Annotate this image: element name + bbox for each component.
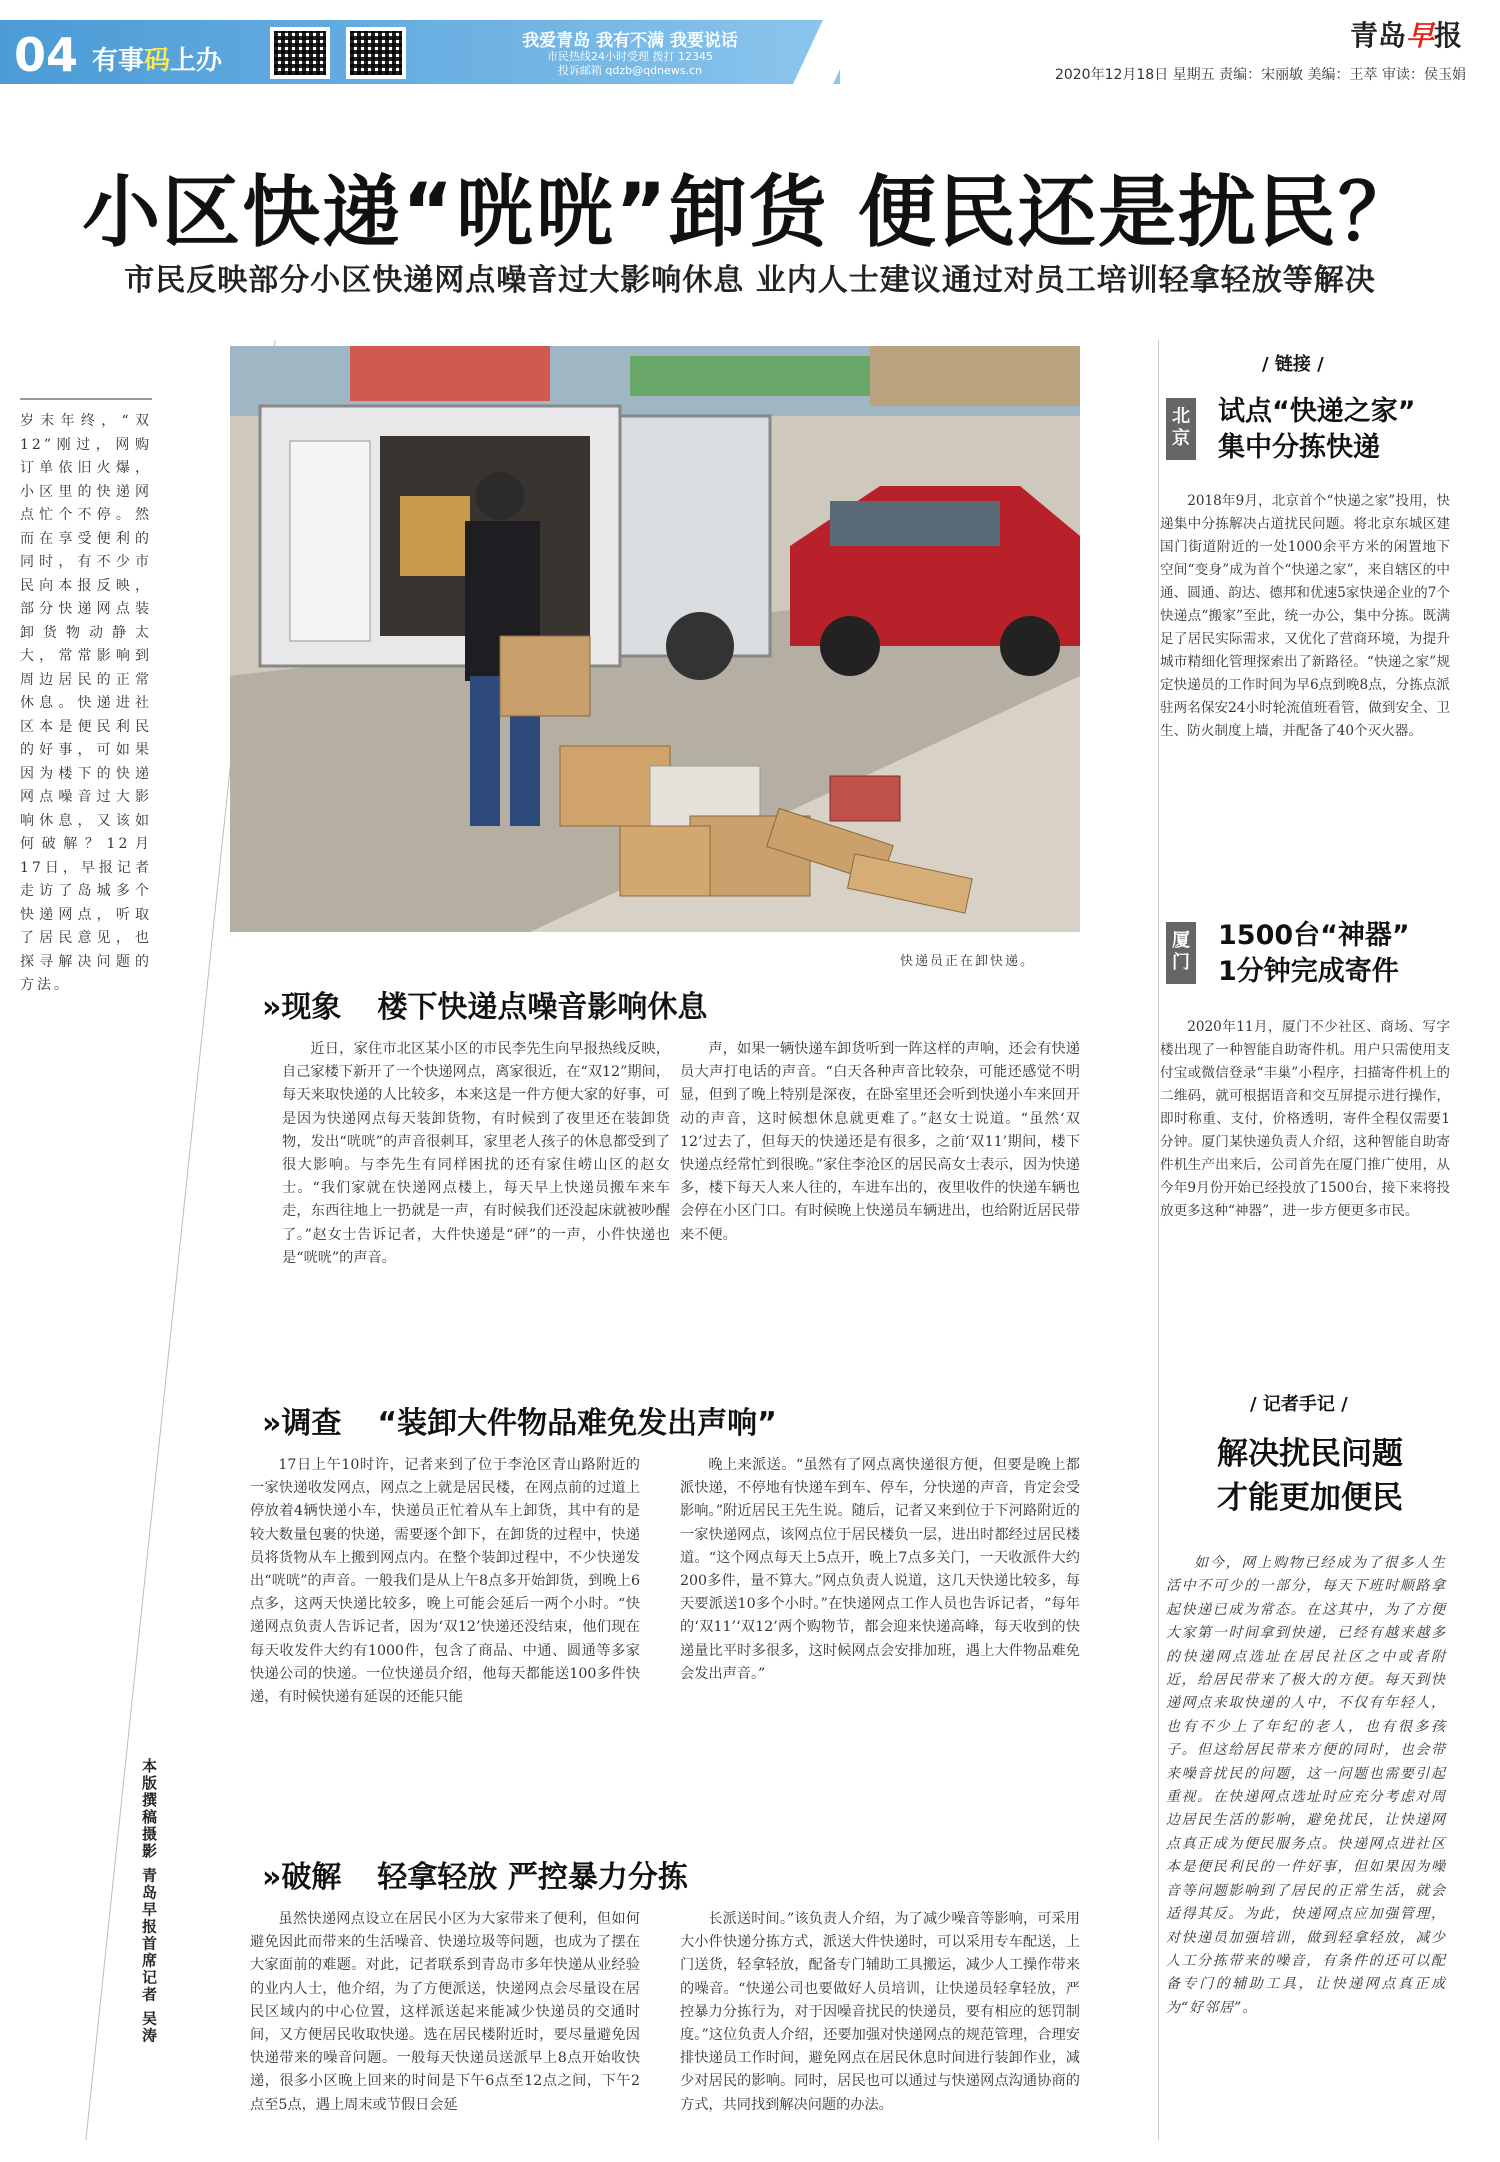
section-column: 晚上来派送。“虽然有了网点离快递很方便，但要是晚上都派快递，不停地有快递车到车、停车，分快递的声音，肯定会受影响。”附近居民王先生说。随后，记者又来到位于下河路附近的一家快递网点，该网点位于居民楼负一层，进出时都经过居民楼道。“这个网点每天上5点开，晚上7点多关门，一天收派件大约200多件，量不算大。”网点负责人说道，这几天快递比较多，每天要派送10多个小时。”在快递网点工作人员也告诉记者，“每年的‘双11’‘双12’两个购物节，都会迎来快递高峰，每天收到的快递量比平时多很多，这时候网点会安排加班，遇上大件物品难免会发出声音。”: [680, 1457, 1080, 1682]
section-title: 楼下快递点噪音影响休息: [377, 990, 708, 1025]
section-heading: [262, 1398, 777, 1442]
masthead-highlight: 早: [1405, 19, 1434, 52]
qr-code-icon[interactable]: [270, 27, 330, 79]
reporter-note-label: / 记者手记 /: [1250, 1394, 1348, 1415]
section-column: 虽然快递网点设立在居民小区为大家带来了便利，但如何避免因此而带来的生活噪音、快递垃圾等问题，也成为了摆在大家面前的难题。对此，记者联系到青岛市多年快递从业经验的业内人士，他介绍，为了方便派送，快递网点会尽量设在居民区域内的中心位置，这样派送起来能减少快递员的交通时间，又方便居民收取快递。选在居民楼附近时，要尽量避免因快递带来的噪音问题。一般每天快递员送派早上8点开始收快递，很多小区晚上回来的时间是下午6点至12点之间，下午2点至5点，遇上周末或节假日会延: [250, 1911, 640, 2113]
sidebar-body: 2018年9月，北京首个“快递之家”投用，快递集中分拣解决占道扰民问题。将北京东城区建国门街道附近的一处1000余平方米的闲置地下空间“变身”成为首个“快递之家”，来自辖区的中通、圆通、韵达、德邦和优速5家快递企业的7个快递点“搬家”至此，统一办公，集中分拣。既满足了居民实际需求，又优化了营商环境，为提升城市精细化管理探索出了新路径。“快递之家”规定快递员的工作时间为早6点到晚8点，分拣点派驻两名保安24小时轮流值班看管，做到安全、卫生、防火制度上墙，并配备了40个灭火器。: [1160, 493, 1450, 739]
sidebar-title-line: 试点“快递之家”: [1218, 396, 1416, 427]
qr-code-icon[interactable]: [346, 27, 406, 79]
reporter-note-body: 如今，网上购物已经成为了很多人生活中不可少的一部分，每天下班时顺路拿起快递已成为常态。在这其中，为了方便大家第一时间拿到快递，已经有越来越多的快递网点选址在居民社区之中或者附近，给居民带来了极大的方便。每天到快递网点来取快递的人中，不仅有年轻人，也有不少上了年纪的老人，也有很多孩子。但这给居民带来方便的同时，也会带来噪音扰民的问题，这一问题也需要引起重视。在快递网点选址时应充分考虑对周边居民生活的影响，避免扰民，让快递网点真正成为便民服务点。快递网点进社区本是便民利民的一件好事，但如果因为噪音等问题影响到了居民的正常生活，就会适得其反。为此，快递网点应加强管理，对快递员加强培训，做到轻拿轻放，减少人工分拣带来的噪音，有条件的还可以配备专门的辅助工具，让快递网点真正成为“好邻居”。: [1166, 1555, 1446, 2016]
hotline-info: [440, 50, 820, 78]
intro-column: 岁末年终，“双12”刚过，网购订单依旧火爆，小区里的快递网点忙个不停。然而在享受便利的同时，有不少市民向本报反映，部分快递网点装卸货物动静太大，常常影响到周边居民的正常休息。快递进社区本是便民利民的好事，可如果因为楼下的快递网点噪音过大影响休息，又该如何破解？12月17日，早报记者走访了岛城多个快递网点，听取了居民意见，也探寻解决问题的方法。: [20, 413, 152, 993]
section-tag: 现象: [281, 990, 342, 1025]
section-column: 近日，家住市北区某小区的市民李先生向早报热线反映，自己家楼下新开了一个快递网点，离家很近，在“双12”期间，每天来取快递的人比较多，本来这是一件方便大家的好事，可是因为快递网点每天装卸货物，有时候到了夜里还在装卸货物，发出“咣咣”的声音很刺耳，家里老人孩子的休息都受到了很大影响。与李先生有同样困扰的还有家住崂山区的赵女士。“我们家就在快递网点楼上，每天早上快递员搬车来车走，东西往地上一扔就是一声，有时候我们还没起床就被吵醒了。”赵女士告诉记者，大件快递是“砰”的一声，小件快递也是“咣咣”的声音。: [282, 1041, 670, 1266]
main-headline: 小区快递“咣咣”卸货 便民还是扰民？: [82, 168, 1418, 258]
link-label: / 链接 /: [1262, 354, 1324, 375]
hotline-slogan: 我爱青岛 我有不满 我要说话: [522, 31, 738, 51]
masthead-part: 青岛: [1349, 19, 1406, 52]
section-title: 轻拿轻放 严控暴力分拣: [377, 1860, 688, 1895]
sub-headline: 市民反映部分小区快递网点噪音过大影响休息 业内人士建议通过对员工培训轻拿轻放等解决: [124, 263, 1376, 298]
sidebar-title-line: 集中分拣快递: [1218, 432, 1380, 463]
sidebar-title: [1218, 918, 1410, 990]
section-heading: [262, 1852, 688, 1896]
newspaper-masthead: [1350, 14, 1462, 54]
section-title: “装卸大件物品难免发出声响”: [377, 1406, 777, 1441]
sidebar-title-line: 1500台“神器”: [1218, 920, 1410, 951]
page-header: [0, 0, 1500, 96]
section-column: 17日上午10时许，记者来到了位于李沧区青山路附近的一家快递收发网点，网点之上就是居民楼，在网点前的过道上停放着4辆快递小车，快递员正忙着从车上卸货，其中有的是较大数量包裹的快递，需要逐个卸下，在卸货的过程中，快递员将货物从车上搬到网点内。在整个装卸过程中，不少快递发出“咣咣”的声音。一般我们是从上午8点多开始卸货，到晚上6点多，这两天快递比较多，晚上可能会延后一两个小时。“快递网点负责人告诉记者，因为‘双12’快递还没结束，他们现在每天收发件大约有1000件，包含了商品、中通、圆通等多家快递公司的快递。一位快递员介绍，他每天都能送100多件快递，有时候快递有延误的还能只能: [250, 1457, 640, 1706]
note-title-line: 解决扰民问题: [1217, 1436, 1403, 1472]
sidebar-title-line: 1分钟完成寄件: [1218, 956, 1399, 987]
masthead-part: 报: [1433, 19, 1462, 52]
section-name-part: 上办: [170, 46, 223, 76]
sidebar-body: 2020年11月，厦门不少社区、商场、写字楼出现了一种智能自助寄件机。用户只需使用支付宝或微信登录“丰巢”小程序，扫描寄件机上的二维码，就可根据语音和交互屏提示进行操作，即时称重、支付，价格透明，寄件全程仅需要1分钟。厦门某快递负责人介绍，这种智能自助寄件机生产出来后，公司首先在厦门推广使用，从今年9月份开始已经投放了1500台，接下来将投放更多这种“神器”，进一步方便更多市民。: [1160, 1019, 1450, 1219]
dateline: 2020年12月18日 星期五 责编：宋丽敏 美编：王萃 审读：侯玉娟: [1054, 67, 1466, 83]
reporter-note-title: [1160, 1432, 1460, 1520]
chevron-right-icon: »: [262, 1406, 282, 1441]
section-tag: 调查: [281, 1406, 342, 1441]
section-heading: [262, 982, 707, 1026]
section-column: 声，如果一辆快递车卸货听到一阵这样的声响，还会有快递员大声打电话的声音。“白天各种声音比较杂，可能还感觉不明显，但到了晚上特别是深夜，在卧室里还会听到快递小车来回开动的声音，这时候想休息就更难了。”赵女士说道。“虽然‘双12’过去了，但每天的快递还是有很多，之前‘双11’期间，楼下快递点经常忙到很晚。”家住李沧区的居民高女士表示，因为快递多，楼下每天人来人往的，车进车出的，夜里收件的快递车辆也会停在小区门口。有时候晚上快递员车辆进出，也给附近居民带来不便。: [680, 1041, 1080, 1243]
section-name-part: 有事: [92, 46, 145, 76]
chevron-right-icon: »: [262, 990, 282, 1025]
city-badge-beijing: 北京: [1166, 398, 1196, 460]
city-badge-xiamen: 厦门: [1166, 922, 1196, 984]
byline-credit: 本版撰稿摄影 青岛早报首席记者 吴涛: [140, 1758, 158, 2045]
hotline-line: 市民热线24小时受理 拨打 12345: [547, 50, 713, 63]
news-photo: [230, 346, 1080, 932]
intro-rule: [20, 398, 152, 400]
hotline-line: 投诉邮箱 qdzb@qdnews.cn: [557, 64, 703, 77]
section-column: 长派送时间。”该负责人介绍，为了减少噪音等影响，可采用大小件快递分拣方式，派送大件快递时，可以采用专车配送，上门送货，轻拿轻放，配备专门辅助工具搬运，减少人工操作带来的噪音。“快递公司也要做好人员培训，让快递员轻拿轻放，严控暴力分拣行为，对于因噪音扰民的快递员，要有相应的惩罚制度。”这位负责人介绍，还要加强对快递网点的规范管理，合理安排快递员工作时间，避免网点在居民休息时间进行装卸作业，减少对居民的影响。同时，居民也可以通过与快递网点沟通协商的方式，共同找到解决问题的办法。: [680, 1911, 1080, 2113]
section-name: [92, 40, 222, 77]
column-divider: [1158, 340, 1159, 2140]
section-tag: 破解: [281, 1860, 342, 1895]
sidebar-title: [1218, 394, 1416, 466]
note-title-line: 才能更加便民: [1217, 1480, 1403, 1516]
page-number: 04: [14, 28, 79, 82]
photo-caption: 快递员正在卸快递。: [900, 954, 1036, 969]
section-name-highlight: 码: [144, 46, 171, 76]
chevron-right-icon: »: [262, 1860, 282, 1895]
courier-unloading-photo: [230, 346, 1080, 932]
